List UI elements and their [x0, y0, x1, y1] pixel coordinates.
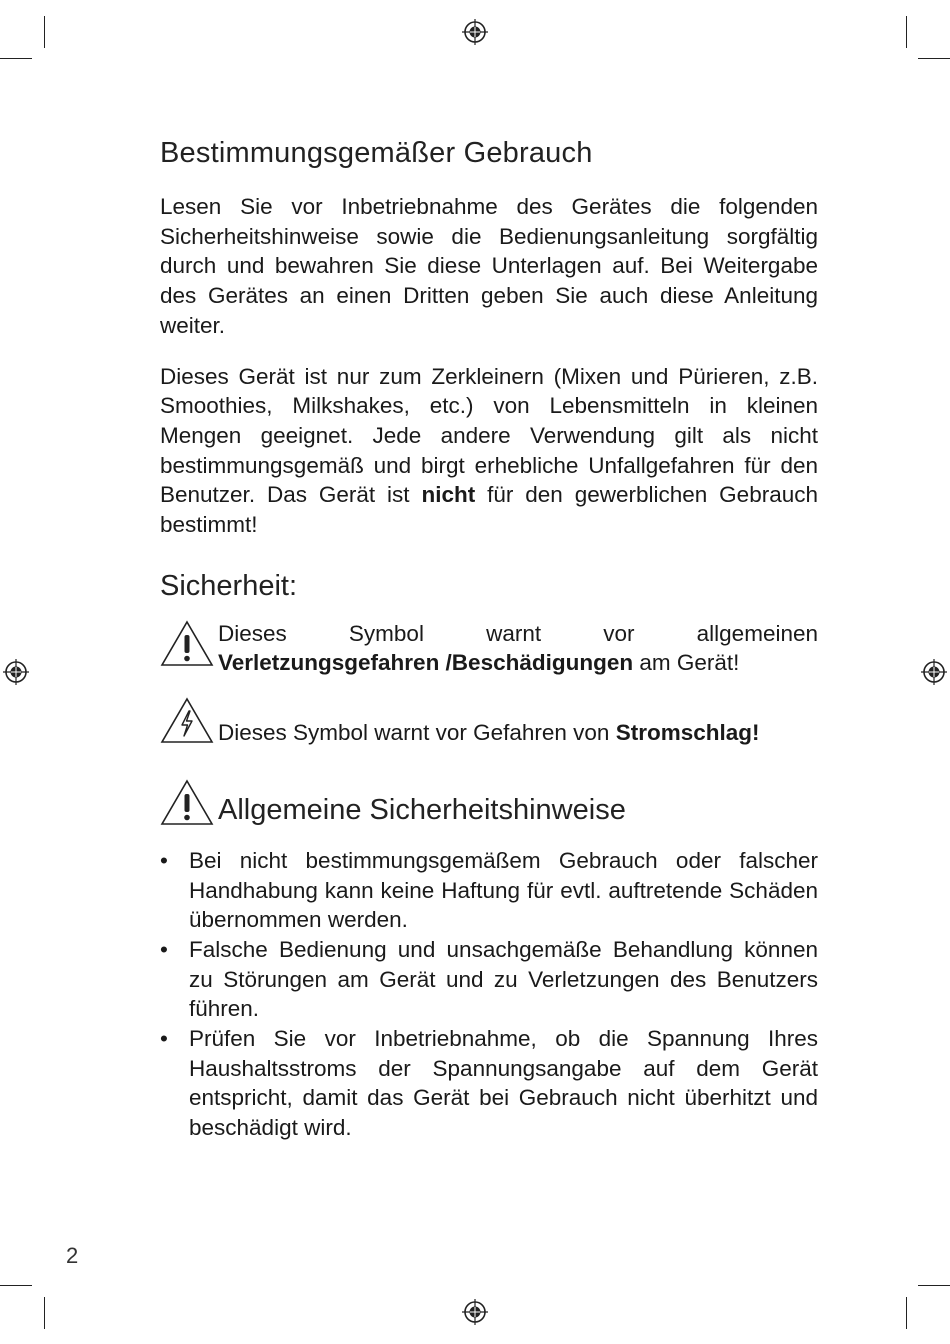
symbol-electric-prefix: Dieses Symbol warnt vor Gefahren von — [218, 720, 616, 746]
list-item — [160, 846, 818, 935]
bullet-icon: • — [160, 936, 168, 962]
registration-mark-icon — [462, 19, 488, 45]
heading-safety: Sicherheit: — [160, 569, 298, 602]
warning-triangle-icon — [160, 778, 214, 828]
symbol-general-line2 — [218, 648, 818, 678]
paragraph-text: Dieses Gerät ist nur zum Zerkleinern (Mixen und Pürieren, z.B. Smoothies, Milkshakes, etc.) von Lebensmitteln in kleinen Mengen geeignet. Jede andere Verwendung gilt als nicht bestimmungsgemäß und birgt erhebliche Unfallgefahren für den Benutzer. Das Gerät ist — [160, 363, 818, 508]
crop-mark — [906, 1297, 907, 1329]
list-item-text: Falsche Bedienung und unsachgemäße Behandlung können zu Störungen am Gerät und zu Verletzungen des Benutzers führen. — [189, 936, 818, 1022]
emphasis-not: nicht — [421, 482, 476, 508]
crop-mark — [918, 58, 950, 59]
electric-shock-triangle-icon — [160, 696, 214, 746]
paragraph-intended-use — [160, 362, 818, 540]
registration-mark-icon — [3, 659, 29, 685]
crop-mark — [0, 58, 32, 59]
symbol-electric-row — [160, 696, 818, 748]
registration-mark-icon — [462, 1299, 488, 1325]
list-item-text: Bei nicht bestimmungsgemäßem Gebrauch oder falscher Handhabung kann keine Haftung für evtl. auftretende Schäden übernommen werden. — [189, 847, 818, 933]
crop-mark — [44, 1297, 45, 1329]
symbol-general-suffix: am Gerät! — [633, 650, 740, 676]
heading-general-safety: Allgemeine Sicherheitshinweise — [218, 793, 626, 826]
list-item-text: Prüfen Sie vor Inbetriebnahme, ob die Spannung Ihres Haushaltsstroms der Spannungsangabe auf dem Gerät entspricht, damit das Gerät bei Gebrauch nicht überhitzt und beschädigt wird. — [189, 1026, 818, 1141]
page-number: 2 — [66, 1243, 79, 1268]
emphasis-electric-shock: Stromschlag! — [615, 720, 760, 746]
list-item — [160, 935, 818, 1024]
crop-mark — [44, 16, 45, 48]
paragraph-read-instructions: Lesen Sie vor Inbetriebnahme des Gerätes die folgenden Sicherheitshinweise sowie die Bedienungsanleitung sorgfältig durch und bewahren Sie diese Unterlagen auf. Bei Weitergabe des Gerätes an einen Dritten geben Sie auch diese Anleitung weiter. — [160, 194, 818, 338]
bullet-icon: • — [160, 1026, 168, 1052]
bullet-icon: • — [160, 847, 168, 873]
list-item — [160, 1024, 818, 1143]
emphasis-injury: Verletzungsgefahren /Beschädigungen — [218, 650, 634, 676]
warning-triangle-icon — [160, 619, 214, 669]
crop-mark — [0, 1285, 32, 1286]
symbol-general-line1: Dieses Symbol warnt vor allgemeinen — [218, 620, 818, 646]
symbol-electric-text — [218, 696, 818, 748]
general-safety-heading-row — [160, 778, 818, 828]
symbol-general-text — [218, 619, 818, 678]
safety-list — [160, 846, 818, 1143]
crop-mark — [906, 16, 907, 48]
crop-mark — [918, 1285, 950, 1286]
heading-intended-use: Bestimmungsgemäßer Gebrauch — [160, 137, 593, 169]
paragraph-text: für den gewerblichen Gebrauch bestimmt! — [160, 482, 818, 538]
symbol-general-warning-row — [160, 619, 818, 678]
page-content — [160, 137, 818, 1143]
registration-mark-icon — [921, 659, 947, 685]
